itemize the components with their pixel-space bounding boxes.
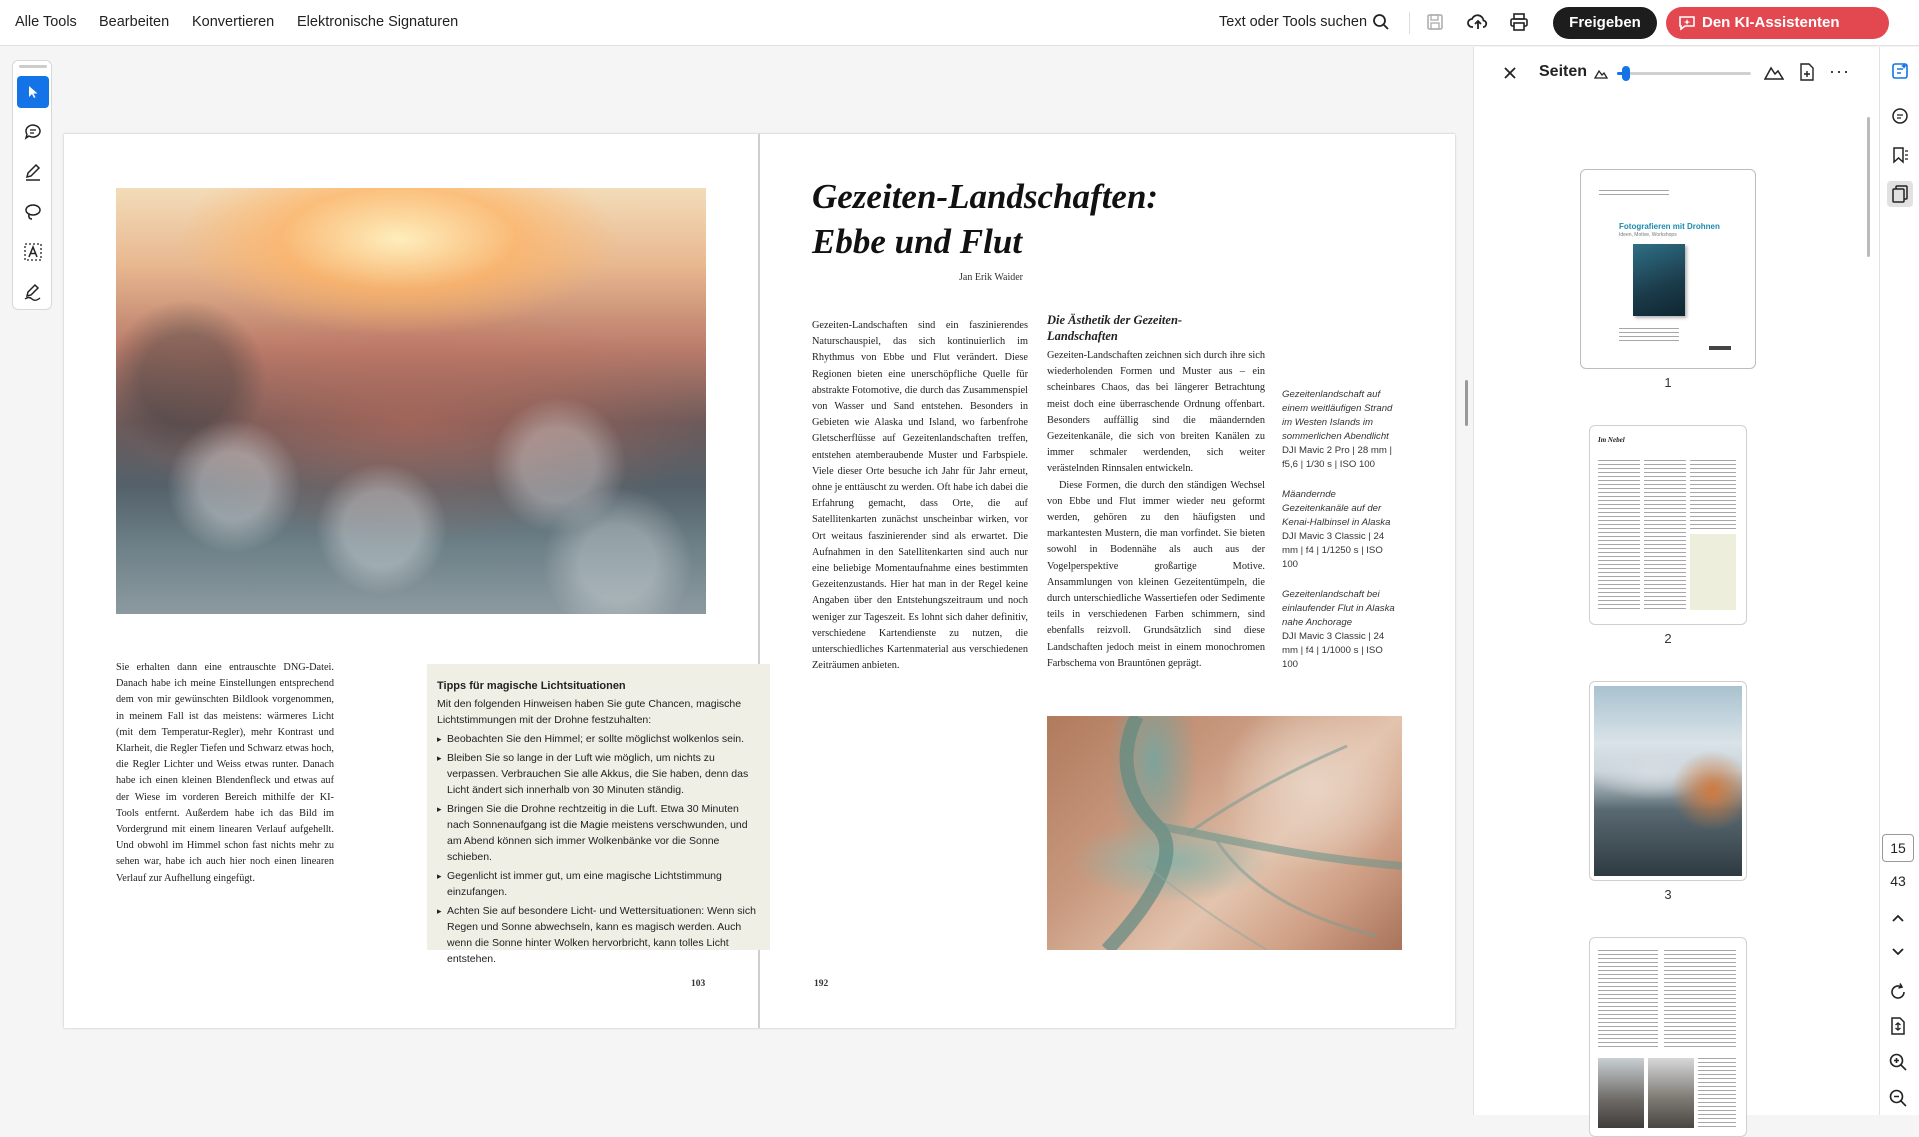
thumbnail-text-lines <box>1644 460 1686 610</box>
panel-title: Seiten <box>1539 63 1588 80</box>
search-icon[interactable] <box>1372 13 1390 31</box>
rail-bookmarks[interactable] <box>1887 142 1913 168</box>
draw-tool[interactable] <box>17 196 49 228</box>
thumbnail-text-lines <box>1598 950 1658 1050</box>
thumbnail-size-slider[interactable] <box>1617 72 1751 75</box>
photo-caption-1 <box>1282 388 1400 472</box>
lasso-icon <box>23 202 43 222</box>
page-thumbnail-3[interactable] <box>1589 681 1747 881</box>
palette-grip[interactable] <box>19 65 47 68</box>
rail-pages[interactable] <box>1887 181 1913 207</box>
thumbnail-heading: Im Nebel <box>1598 436 1625 444</box>
caption-meta: DJI Mavic 2 Pro | 28 mm | f5,6 | 1/30 s | ISO 100 <box>1282 445 1393 470</box>
zoom-in-icon[interactable] <box>1888 1052 1908 1072</box>
pages-panel <box>1473 47 1879 1115</box>
select-tool[interactable] <box>17 76 49 108</box>
photo-caption-2 <box>1282 488 1400 572</box>
rotate-icon[interactable] <box>1888 982 1908 1002</box>
thumbnail-logo <box>1709 346 1731 350</box>
ai-assistant-label: Den KI-Assistenten <box>1702 14 1840 31</box>
toolbar-divider <box>1409 12 1410 34</box>
thumbnail-photo <box>1598 1058 1644 1128</box>
text-box-tool[interactable] <box>17 236 49 268</box>
right-page-column-2 <box>1047 348 1265 672</box>
comment-tool[interactable] <box>17 116 49 148</box>
thumbnail-cover-subtitle: Ideen, Motive, Workshops <box>1619 232 1677 238</box>
ai-doc-icon <box>1890 61 1910 81</box>
sign-tool[interactable] <box>17 276 49 308</box>
tips-box <box>427 664 770 965</box>
tips-title: Tipps für magische Lichtsituationen <box>437 680 626 692</box>
total-pages: 43 <box>1890 873 1906 889</box>
chevron-up-icon[interactable] <box>1890 912 1906 924</box>
text-box-icon <box>23 242 43 262</box>
right-page-number: 192 <box>814 979 829 989</box>
thumbnail-photo <box>1594 686 1742 876</box>
column-2-paragraph-1: Gezeiten-Landschaften zeichnen sich durch ihre sich wiederholenden Formen und Muster aus – ein scheinbares Chaos, das bei längerer Betrachtung meist doch eine überraschende Ordnung offenbart. Besonders auffällig sind die mäandernden Gezeitenkanäle, die sich von breiten Kanälen zu immer schmaler werdenden, sich weiter verästelnden Rinnsalen entwickeln. <box>1047 350 1265 475</box>
menu-convert[interactable]: Konvertieren <box>192 14 275 30</box>
rail-ai-summary[interactable] <box>1887 58 1913 84</box>
caption-title: Gezeitenlandschaft auf einem weitläufigen Strand im Westen Islands im sommerlichen Abendlicht <box>1282 389 1393 442</box>
section-subhead: Die Ästhetik der Gezeiten-Landschaften <box>1047 313 1183 343</box>
close-icon[interactable] <box>1504 67 1516 79</box>
thumbnail-label-1: 1 <box>1664 375 1672 390</box>
thumbnail-text-lines <box>1598 460 1640 610</box>
tip-item: ▸ Bringen Sie die Drohne rechtzeitig in die Luft. Etwa 30 Minuten nach Sonnenaufgang ist die Magie meistens verschwunden, und am Abend können sich immer Wolkenbänke vor die Sonne schieben. <box>437 801 760 865</box>
fill-sign-icon <box>23 282 43 302</box>
tip-item: ▸ Bleiben Sie so lange in der Luft wie möglich, um nichts zu verpassen. Verbrauchen Sie alle Akkus, die Sie haben, denn das Licht ändert sich innerhalb von 30 Minuten ständig. <box>437 750 760 798</box>
caption-title: Gezeitenlandschaft bei einlaufender Flut in Alaska nahe Anchorage <box>1282 589 1395 628</box>
frosty-forest-photo <box>116 188 706 614</box>
cursor-arrow-icon <box>25 84 41 100</box>
save-icon[interactable] <box>1426 13 1444 31</box>
comment-icon <box>23 122 43 142</box>
zoom-out-icon[interactable] <box>1888 1088 1908 1108</box>
panel-scrollbar[interactable] <box>1867 117 1870 257</box>
thumbnail-text-lines <box>1619 328 1679 344</box>
tip-item: ▸ Beobachten Sie den Himmel; er sollte möglichst wolkenlos sein. <box>437 731 760 747</box>
insert-page-icon[interactable] <box>1799 63 1815 81</box>
thumbnail-cover-title: Fotografieren mit Drohnen <box>1619 222 1720 231</box>
menu-edit[interactable]: Bearbeiten <box>99 14 170 30</box>
column-2-paragraph-2: Diese Formen, die durch den ständigen Wechsel von Ebbe und Flut immer wieder neu geformt werden, gehören zu den häufigsten und markantesten Mustern, die man vorfindet. Sie bieten sowohl in Bodennähe als auch aus der Vogelperspektive großartige Motive. Ansammlungen von kleinen Gezeitentümpeln, die durch unterschiedliche Wassertiefen oder Sedimente teils in verschiedenen Farben schimmern, sind ebenfalls reizvoll. Grundsätzlich sind diese Landschaften jedoch meist in einem monochromen Farbschema von Brauntönen geprägt. <box>1047 479 1265 669</box>
ai-assistant-icon <box>1678 15 1696 31</box>
thumbnail-label-3: 3 <box>1664 887 1672 902</box>
caption-meta: DJI Mavic 3 Classic | 24 mm | f4 | 1/1000 s | ISO 100 <box>1282 631 1385 670</box>
rail-comments[interactable] <box>1887 103 1913 129</box>
caption-title: Mäandernde Gezeitenkanäle auf der Kenai-Halbinsel in Alaska <box>1282 489 1391 528</box>
pen-icon <box>23 162 43 182</box>
tips-list <box>437 731 760 967</box>
panel-resize-handle[interactable] <box>1465 380 1468 426</box>
highlight-tool[interactable] <box>17 156 49 188</box>
print-icon[interactable] <box>1509 12 1529 32</box>
thumbnail-text-lines <box>1690 460 1736 530</box>
tip-item: ▸ Achten Sie auf besondere Licht- und Wettersituationen: Wenn sich Regen und Sonne abwechseln, kann es magisch werden. Auch wenn die Sonne hinter Wolken hervorbricht, kann tolles Licht entstehen. <box>437 903 760 967</box>
page-thumbnail-1[interactable] <box>1580 169 1756 369</box>
ai-assistant-button[interactable] <box>1666 7 1889 39</box>
tips-intro: Mit den folgenden Hinweisen haben Sie gute Chancen, magische Lichtstimmungen mit der Drohne festzuhalten: <box>437 698 742 726</box>
pages-icon <box>1890 184 1910 204</box>
document-spread <box>64 134 1455 1028</box>
thumbnail-label-2: 2 <box>1664 631 1672 646</box>
thumbnail-text-lines <box>1599 190 1669 198</box>
small-mountain-icon <box>1594 67 1608 79</box>
article-title <box>812 174 1158 264</box>
thumbnail-text-lines <box>1698 1058 1736 1128</box>
tidal-landscape-photo <box>1047 716 1402 950</box>
menu-e-signatures[interactable]: Elektronische Signaturen <box>297 14 459 30</box>
thumbnail-photo <box>1648 1058 1694 1128</box>
thumbnail-text-lines <box>1664 950 1736 1050</box>
page-fit-icon[interactable] <box>1888 1016 1908 1036</box>
top-menu-bar <box>0 0 1919 46</box>
photo-caption-3 <box>1282 588 1400 672</box>
comment-icon <box>1890 106 1910 126</box>
caption-meta: DJI Mavic 3 Classic | 24 mm | f4 | 1/1250 s | ISO 100 <box>1282 531 1385 570</box>
thumbnail-book-cover <box>1633 244 1685 316</box>
large-mountain-icon <box>1764 64 1784 80</box>
cloud-upload-icon[interactable] <box>1467 12 1489 32</box>
left-tool-palette <box>12 60 52 310</box>
slider-handle[interactable] <box>1622 66 1630 81</box>
search-tools-label[interactable]: Text oder Tools suchen <box>1219 14 1368 30</box>
article-author: Jan Erik Waider <box>959 272 1023 283</box>
tip-item: ▸ Gegenlicht ist immer gut, um eine magische Lichtstimmung einzufangen. <box>437 868 760 900</box>
more-options-icon[interactable]: ··· <box>1829 61 1850 81</box>
share-button[interactable]: Freigeben <box>1553 7 1657 39</box>
thumbnail-tip-box <box>1690 534 1736 610</box>
title-line-2: Ebbe und Flut <box>812 222 1023 261</box>
menu-all-tools[interactable]: Alle Tools <box>15 14 77 30</box>
left-page-number: 103 <box>691 979 706 989</box>
bookmark-icon <box>1890 145 1910 165</box>
right-page-column-1: Gezeiten-Landschaften sind ein faszinierendes Naturschauspiel, das sich kontinuierlich im Rhythmus von Ebbe und Flut verändert. Diese Regionen bieten eine unerschöpfliche Quelle für abstrakte Fotomotive, die durch das Zusammenspiel von Wasser und Sand entstehen. Besonders in Gebieten wie Alaska und Island, wo farbenfrohe Gletscherflüsse auf Gezeitenlandschaften treffen, entstehen atemberaubende Muster und Farbspiele. Viele dieser Orte besuche ich Jahr für Jahr erneut, ohne je enttäuscht zu werden. Oft habe ich dabei die Erfahrung gemacht, dass Orte, die auf Satellitenkarten zunächst unscheinbar wirken, vor Ort weitaus faszinierender sind als erwartet. Die Aufnahmen in den Satellitenkarten sind auch nur eine beliebige Momentaufnahme eines bestimmten Gezeitenzustands. Hier hat man in der Regel keine Angaben über den Entstehungszeitraum und noch weniger zur Tageszeit. Es lohnt sich daher definitiv, verschiedene Kartendienste zu nutzen, die unterschiedliches Kartenmaterial aus verschiedenen Zeiträumen anbieten. <box>812 320 1028 672</box>
page-thumbnail-2[interactable] <box>1589 425 1747 625</box>
title-line-1: Gezeiten-Landschaften: <box>812 177 1159 216</box>
left-page-body-text: Sie erhalten dann eine entrauschte DNG-Datei. Danach habe ich meine Einstellungen entsprechend dem von mir gewünschten Bildlook vorgenommen, in meinem Fall ist das meistens: wärmeres Licht (mit dem Temperatur-Regler), mehr Kontrast und Klarheit, die Regler Tiefen und Schwarz etwas hoch, die Regler Lichter und Weiss etwas runter. Danach habe ich einen kleinen Blendenfleck und etwas auf der Wiese im vorderen Bereich mithilfe der KI-Tools entfernt. Außerdem habe ich das Bild im Vordergrund mit einem linearen Verlauf aufgehellt. Und obwohl im Himmel schon fast nichts mehr zu sehen war, habe ich auch hier noch einen linearen Verlauf zur Aufhellung eingefügt. <box>116 662 334 884</box>
current-page-field[interactable]: 15 <box>1882 834 1914 862</box>
chevron-down-icon[interactable] <box>1890 946 1906 958</box>
tidal-channels-graphic <box>1047 716 1402 950</box>
page-thumbnail-4[interactable] <box>1589 937 1747 1137</box>
